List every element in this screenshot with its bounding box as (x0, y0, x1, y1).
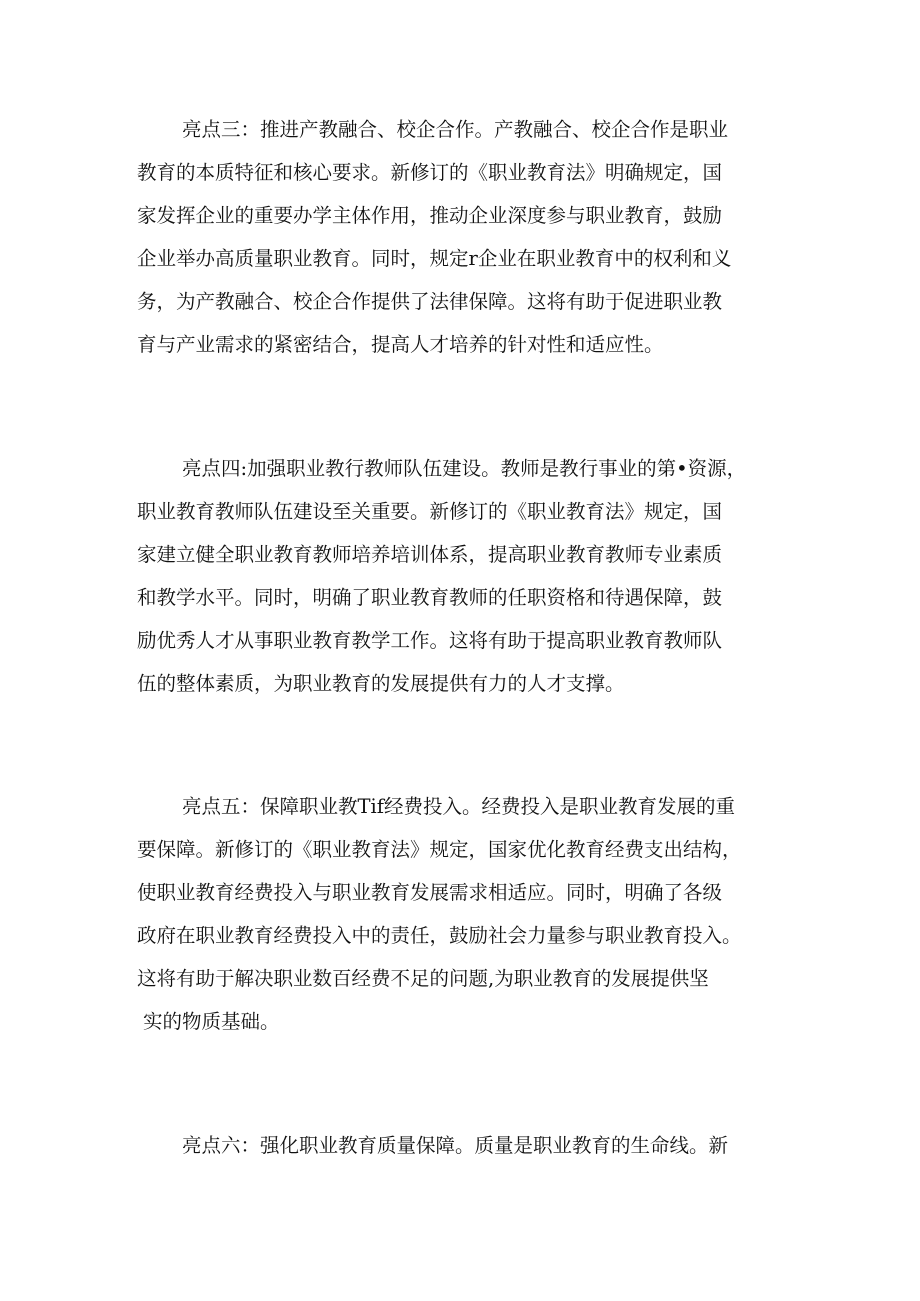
paragraph-highlight-six (137, 1124, 797, 1167)
paragraph-highlight-five (137, 785, 797, 1043)
paragraph-line: 励优秀人才从事职业教育教学工作。这将有助于提高职业教育教师队 (137, 629, 723, 652)
paragraph-line: 使职业教育经费投入与职业教育发展需求相适应。同时，明确了各级 (137, 881, 723, 904)
paragraph-line: 政府在职业教育经费投入中的责任，鼓励社会力量参与职业教育投入。 (137, 924, 742, 947)
paragraph-line: 要保障。新修订的《职业教育法》规定，国家优化教育经费支出结构， (137, 838, 742, 861)
paragraph-highlight-three (137, 108, 797, 366)
paragraph-line: 职业教育教师队伍建设至关重要。新修订的《职业教育法》规定，国 (137, 500, 723, 523)
paragraph-line: 亮点六：强化职业教育质量保障。质量是职业教育的生命线。新 (182, 1134, 729, 1157)
paragraph-line: 家建立健全职业教育教师培养培训体系，提高职业教育教师专业素质 (137, 543, 723, 566)
paragraph-line: 亮点五：保障职业教Tif经费投入。经费投入是职业教育发展的重 (182, 795, 735, 818)
paragraph-line: 这将有助于解决职业数百经费不足的问题,为职业教育的发展提供坚 (137, 967, 709, 990)
paragraph-line: 亮点四:加强职业教行教师队伍建设。教师是教行事业的第•资源， (182, 457, 747, 480)
paragraph-line: 务，为产教融合、校企合作提供了法律保障。这将有助于促进职业教 (137, 290, 723, 313)
paragraph-line: 育与产业需求的紧密结合，提高人才培养的针对性和适应性。 (137, 333, 664, 356)
paragraph-line: 家发挥企业的重要办学主体作用，推动企业深度参与职业教育，鼓励 (137, 204, 723, 227)
paragraph-line: 教育的本质特征和核心要求。新修订的《职业教育法》明确规定，国 (137, 161, 723, 184)
paragraph-line: 伍的整体素质，为职业教育的发展提供有力的人才支撑。 (137, 672, 625, 695)
paragraph-line: 亮点三：推进产教融合、校企合作。产教融合、校企合作是职业 (182, 118, 729, 141)
paragraph-line: 和教学水平。同时，明确了职业教育教师的任职资格和待遇保障，鼓 (137, 586, 723, 609)
paragraph-highlight-four (137, 447, 797, 705)
paragraph-line: 实的物质基础。 (143, 1010, 280, 1033)
paragraph-line: 企业举办高质量职业教育。同时，规定r企业在职业教育中的权利和义 (137, 247, 732, 270)
